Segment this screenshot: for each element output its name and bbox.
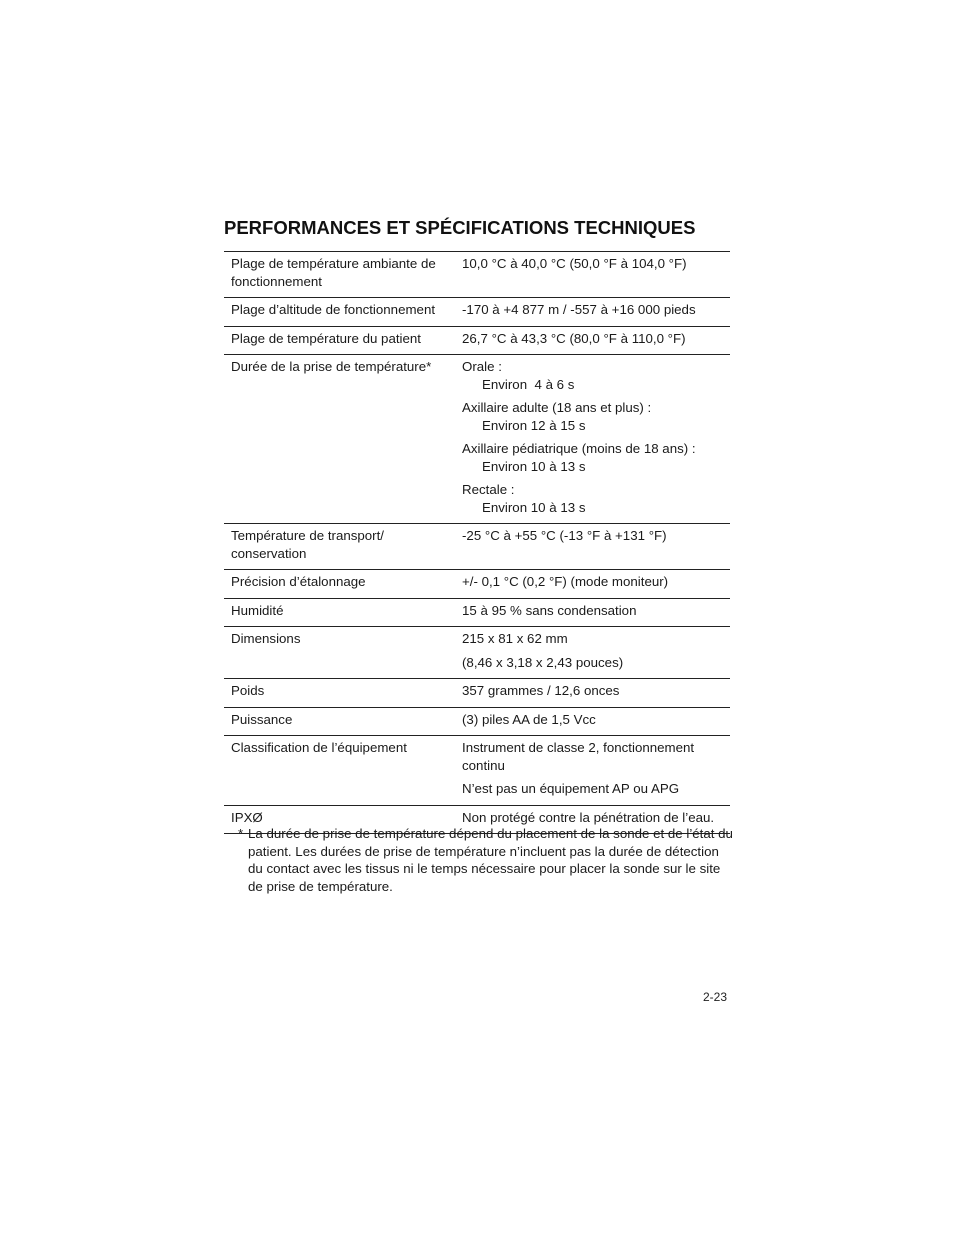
classification-secondary: N’est pas un équipement AP ou APG [462,781,680,796]
footnote-marker: * [238,826,244,841]
row-value: -25 °C à +55 °C (-13 °F à +131 °F) [462,524,730,570]
duration-heading: Axillaire adulte (18 ans et plus) : [462,400,652,415]
row-value: 15 à 95 % sans condensation [462,598,730,627]
duration-heading: Rectale : [462,482,515,497]
duration-heading: Orale : [462,359,502,374]
row-label: Précision d’étalonnage [224,570,462,599]
classification-primary: Instrument de classe 2, fonctionnement continu [462,740,695,773]
footnote [238,825,734,895]
row-value [462,355,730,524]
row-value: Non protégé contre la pénétration de l’eau. [462,805,730,834]
table-row-calibration-accuracy [224,570,730,599]
row-value: 10,0 °C à 40,0 °C (50,0 °F à 104,0 °F) [462,252,730,298]
row-value: (3) piles AA de 1,5 Vcc [462,707,730,736]
table-row-patient-temperature [224,326,730,355]
row-label: Humidité [224,598,462,627]
row-label: Durée de la prise de température* [224,355,462,524]
row-value [462,627,730,679]
dimensions-imperial: (8,46 x 3,18 x 2,43 pouces) [462,654,624,670]
table-row-dimensions [224,627,730,679]
row-value [462,736,730,806]
duration-detail: Environ 4 à 6 s [482,376,575,392]
dimensions-metric: 215 x 81 x 62 mm [462,631,568,646]
row-label: Température de transport/ conservation [224,524,462,570]
row-value: +/- 0,1 °C (0,2 °F) (mode moniteur) [462,570,730,599]
row-value: -170 à +4 877 m / -557 à +16 000 pieds [462,298,730,327]
row-label: Plage de température ambiante de fonctionnement [224,252,462,298]
duration-detail: Environ 10 à 13 s [482,458,586,474]
duration-axillary-adult [462,399,730,434]
footnote-text: La durée de prise de température dépend du placement de la sonde et de l’état du patient. Les durées de prise de température n’incluent pas la durée de détection du contact avec les tissus ni le temps nécessaire pour placer la sonde sur le site de prise de température. [248,826,733,894]
row-label: Classification de l’équipement [224,736,462,806]
page-number: 2-23 [703,990,728,1004]
duration-rectal [462,481,730,516]
table-row-storage-temperature [224,524,730,570]
row-label: Plage de température du patient [224,326,462,355]
table-row-equipment-classification [224,736,730,806]
table-row-weight [224,679,730,708]
duration-axillary-pediatric [462,440,730,475]
row-value: 26,7 °C à 43,3 °C (80,0 °F à 110,0 °F) [462,326,730,355]
table-row-power [224,707,730,736]
row-label: IPXØ [224,805,462,834]
duration-heading: Axillaire pédiatrique (moins de 18 ans) : [462,441,696,456]
page-title: PERFORMANCES ET SPÉCIFICATIONS TECHNIQUES [224,217,696,238]
table-row-ambient-temperature [224,252,730,298]
duration-detail: Environ 12 à 15 s [482,417,586,433]
table-row-measurement-duration [224,355,730,524]
row-label: Poids [224,679,462,708]
specifications-table [224,251,730,834]
duration-oral [462,358,730,393]
duration-detail: Environ 10 à 13 s [482,499,586,515]
row-label: Plage d’altitude de fonctionnement [224,298,462,327]
row-label: Dimensions [224,627,462,679]
table-row-humidity [224,598,730,627]
row-value: 357 grammes / 12,6 onces [462,679,730,708]
table-row-altitude [224,298,730,327]
row-label: Puissance [224,707,462,736]
